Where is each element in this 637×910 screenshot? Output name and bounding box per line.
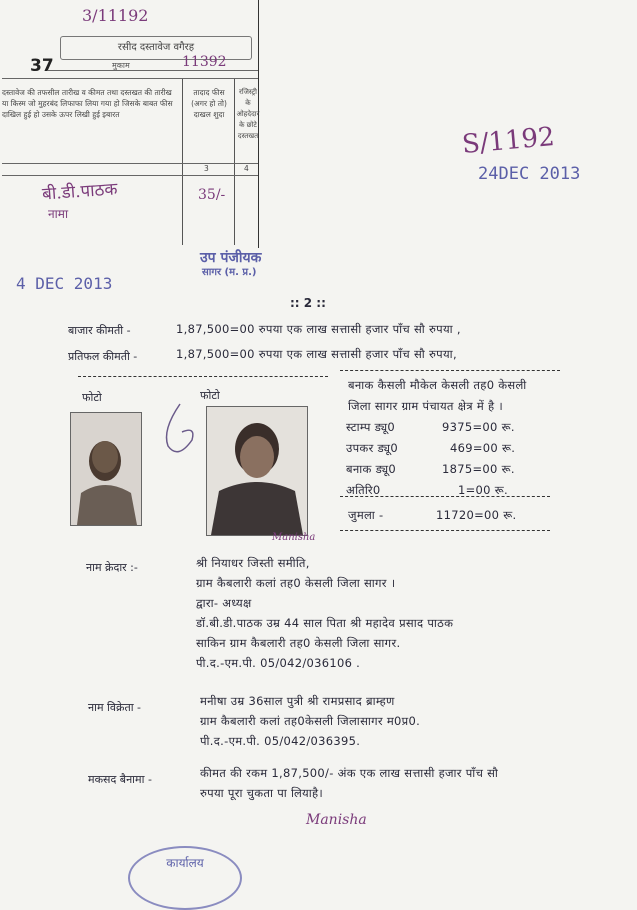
- fee-row: [346, 441, 536, 462]
- slip-mukam-value: 11392: [182, 54, 227, 70]
- total-divider: [340, 530, 550, 531]
- fee-value: 469=00 रू.: [450, 441, 516, 455]
- officer-stamp-title: उप पंजीयक: [200, 250, 262, 266]
- slip-ink-entry: बी.डी.पाठक: [41, 179, 119, 205]
- buyer-line: श्री नियाधर जिस्ती समीति,: [196, 556, 310, 570]
- fee-table: [346, 420, 536, 504]
- seller-details: [200, 694, 420, 754]
- total-label: जुमला -: [348, 508, 384, 522]
- buyer-details: [196, 556, 453, 676]
- signature-scribble-icon: [160, 400, 200, 470]
- value1-label: बाजार कीमती -: [68, 324, 131, 337]
- bottom-seal: [128, 846, 242, 910]
- buyer-line: पी.द.-एम.पी. 05/042/036106 .: [196, 656, 361, 670]
- page-number: :: 2 ::: [290, 296, 326, 310]
- buyer-photo: [70, 412, 142, 526]
- slip-col3-text: रजिस्ट्री के ओहदेदार के छोटे दस्तखत: [236, 88, 260, 140]
- photo-label-buyer: फोटो: [82, 391, 102, 404]
- seller-photo-signature: Manisha: [272, 532, 316, 543]
- right-date-stamp: 24DEC 2013: [478, 164, 581, 184]
- seller-photo: [206, 406, 308, 536]
- value2-text: 1,87,500=00 रुपया एक लाख सत्तासी हजार पाँच सौ रुपया,: [176, 347, 457, 361]
- seller-line: पी.द.-एम.पी. 05/042/036395.: [200, 734, 361, 748]
- slip-number: 37: [30, 56, 54, 76]
- fee-row: [346, 420, 536, 441]
- fee-value: 1875=00 रू.: [442, 462, 515, 476]
- slip-col-num-3: 3: [204, 164, 209, 173]
- fee-row: [346, 462, 536, 483]
- value2-label: प्रतिफल कीमती -: [68, 350, 138, 363]
- buyer-portrait-icon: [71, 413, 141, 525]
- deed-line: रुपया पूरा चुकता पा लियाहै।: [200, 786, 324, 800]
- slip-header: रसीद दस्तावेज वगैरह: [60, 36, 252, 60]
- left-date-stamp: 4 DEC 2013: [16, 274, 113, 293]
- buyer-line: द्वारा- अध्यक्ष: [196, 596, 252, 610]
- slip-col-divider-2: [234, 79, 235, 245]
- fee-label: उपकर ड्यू0: [346, 441, 398, 455]
- slip-col1-text: दस्तावेज की तफसील तारीख व कीमत तथा दस्तखत की तारीख या किस्म जो मुहरबंद लिफाफा लिया गया हो जिसके बाबत फीस दाखिल हुई हो उसके ऊपर लिखी हुई इबारत: [2, 88, 173, 119]
- buyer-line: ग्राम कैबलारी कलां तह0 केसली जिला सागर ।: [196, 576, 396, 590]
- divider-dashed-left: [78, 376, 328, 377]
- fee-label: अतिरि0: [346, 483, 381, 497]
- fee-divider: [340, 496, 550, 497]
- slip-row-divider: [2, 163, 258, 164]
- right-ink-number: S/1192: [460, 122, 556, 160]
- bottom-seal-text: कार्यालय: [166, 856, 204, 870]
- deed-label: मकसद बैनामा -: [88, 773, 152, 786]
- slip-col2-text: तादाद फीस (अगर हो तो) दाखल शुदा: [191, 88, 227, 119]
- seller-line: ग्राम कैबलारी कलां तह0केसली जिलासागर म0प्र0.: [200, 714, 421, 728]
- slip-table: [2, 78, 258, 247]
- slip-fee-ink: 35/-: [198, 187, 226, 203]
- slip-row-divider-2: [2, 175, 258, 176]
- officer-stamp-place: सागर (म. प्र.): [202, 267, 257, 278]
- seller-portrait-icon: [207, 407, 307, 535]
- value1-text: 1,87,500=00 रुपया एक लाख सत्तासी हजार पाँच सौ रुपया ,: [176, 322, 461, 336]
- divider-dashed-right: [340, 370, 560, 371]
- slip-col-num-4: 4: [244, 164, 249, 173]
- buyer-line: साकिन ग्राम कैबलारी तह0 केसली जिला सागर.: [196, 636, 401, 650]
- fee-label: बनाक ड्यू0: [346, 462, 397, 476]
- fee-value: 9375=00 रू.: [442, 420, 515, 434]
- slip-mukam-label: मुकाम: [112, 61, 130, 70]
- seller-line: मनीषा उम्र 36साल पुत्री श्री रामप्रसाद ब्राम्हण: [200, 694, 395, 708]
- location-line-1: बनाक कैसली मौकेल केसली तह0 केसली: [348, 378, 527, 392]
- deed-line: कीमत की रकम 1,87,500/- अंक एक लाख सत्तासी हजार पाँच सौ: [200, 766, 499, 780]
- photo-label-seller: फोटो: [200, 389, 220, 402]
- location-line-2: जिला सागर ग्राम पंचायत क्षेत्र में है ।: [348, 399, 504, 413]
- fee-value: 1=00 रू.: [458, 483, 508, 497]
- fee-label: स्टाम्प ड्यू0: [346, 420, 396, 434]
- slip-divider: [48, 70, 258, 71]
- fee-row: [346, 483, 536, 504]
- receipt-slip: [0, 0, 259, 248]
- slip-top-ink-number: 3/11192: [82, 6, 149, 25]
- seller-label: नाम विक्रेता -: [88, 701, 142, 714]
- slip-col-divider-1: [182, 79, 183, 245]
- total-value: 11720=00 रू.: [436, 508, 517, 522]
- deed-details: [200, 766, 498, 806]
- slip-ink-entry-2: नामा: [48, 207, 69, 221]
- buyer-line: डॉ.बी.डी.पाठक उम्र 44 साल पिता श्री महादेव प्रसाद पाठक: [196, 616, 454, 630]
- bottom-signature: Manisha: [306, 812, 367, 828]
- buyer-label: नाम क्रेदार :-: [86, 561, 138, 574]
